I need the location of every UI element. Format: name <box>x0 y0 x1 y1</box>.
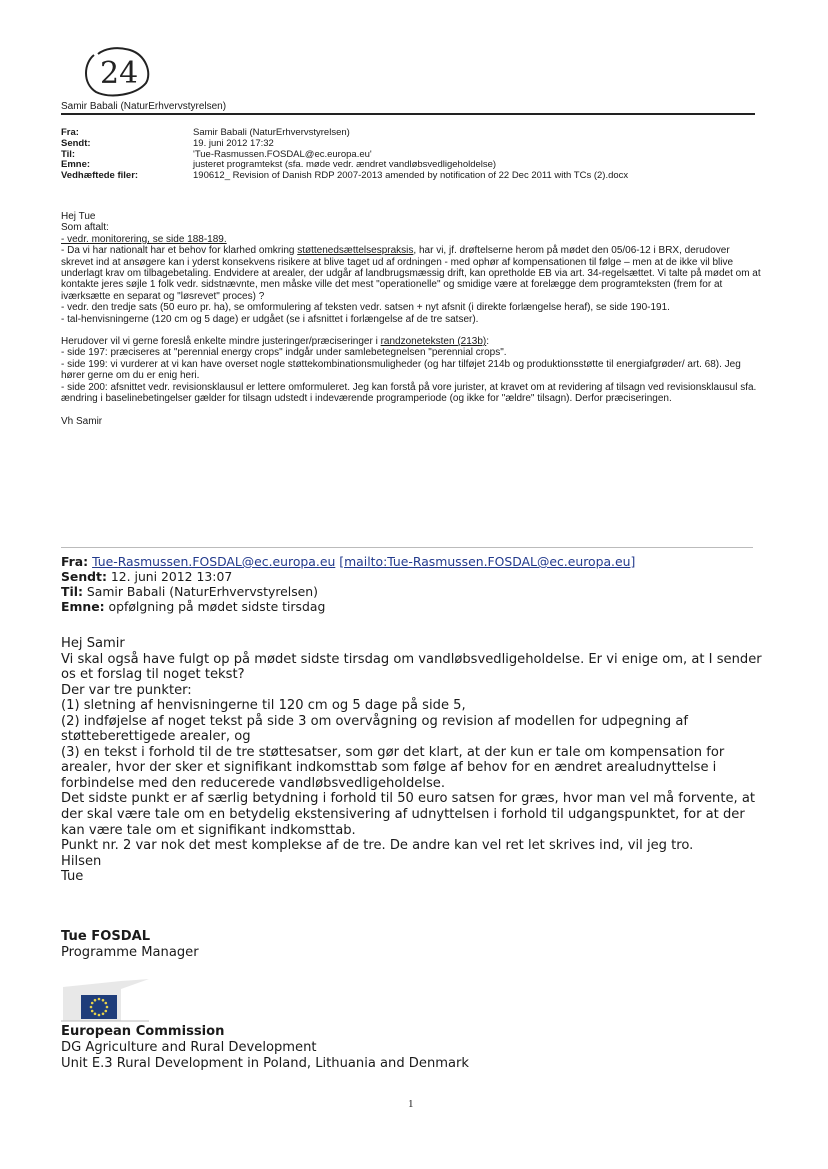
greeting: Hej Tue <box>61 211 96 222</box>
org-name: European Commission <box>61 1024 225 1039</box>
sender-header: Samir Babali (NaturErhvervstyrelsen) <box>61 101 227 112</box>
para-text: : <box>486 336 489 348</box>
underlined-term: støttenedsættelsespraksis <box>297 245 414 257</box>
org-dg: DG Agriculture and Rural Development <box>61 1040 317 1055</box>
header-label: Fra: <box>61 127 79 138</box>
item-text: , har vi, jf. drøftelserne herom på mødet den 05/06-12 i BRX, derudover skrevet ind at ansøgere kan i yderst konsekvens risikere at blive taget ud af ordningen - med ophør af kompensationen til følge – men at de ikke vil blive underlagt krav om tilbagebetaling. Endvidere at arealer, der udgår af landbrugsmæssig drift, kan opretholde EB via art. 34-regelsættet. Vi talte på mødet om at kontakte jeres søjle 1 folk vedr. sidstnævnte, men måske ville det mest "operationelle" og smidige være at forelægge dem programteksten (frem for at iværksætte en separat og "løsrevet" proces) ? <box>61 245 761 302</box>
fwd-label: Fra: <box>61 554 89 569</box>
fwd-line: Tue <box>61 869 84 885</box>
fwd-line: (3) en tekst i forhold til de tre støttesatser, som gør det klart, at der kun er tale om kompensation for arealer, hvor der sker et signifikant indkomsttab som følge af behov for en ændret arealudnyttelse i forbindelse med den reducerede vandløbsvedligeholdelse. <box>61 744 725 791</box>
fwd-line: Punkt nr. 2 var nok det mest komplekse af de tre. De andre kan vel ret let skrives ind, vil jeg tro. <box>61 838 694 854</box>
signature-block <box>61 929 199 961</box>
fwd-sent-row <box>61 569 635 584</box>
signature-title: Programme Manager <box>61 945 199 960</box>
underlined-term: randzoneteksten (213b) <box>380 336 487 348</box>
rate-item: - vedr. den tredje sats (50 euro pr. ha), se omformulering af teksten vedr. satsen + nyt afsnit (i direkte forlængelse heraf), se side 190-191. <box>61 302 670 314</box>
header-value: 'Tue-Rasmussen.FOSDAL@ec.europa.eu' <box>193 148 372 160</box>
fwd-line: (2) indføjelse af noget tekst på side 3 om overvågning og revision af modellen for udpegning af støtteberettigede arealer, og <box>61 713 688 745</box>
forwarded-body <box>61 636 771 885</box>
page-mark-text: 24 <box>100 56 139 91</box>
header-value: justeret programtekst (sfa. møde vedr. ændret vandløbsvedligeholdelse) <box>193 159 497 171</box>
fwd-line: Der var tre punkter: <box>61 682 192 698</box>
signature-name: Tue FOSDAL <box>61 929 151 944</box>
sanction-item <box>61 245 761 302</box>
monitoring-item: - vedr. monitorering, se side 188-189. <box>61 233 227 245</box>
header-label: Vedhæftede filer: <box>61 170 139 182</box>
fwd-label: Sendt: <box>61 569 107 584</box>
fwd-line: Hej Samir <box>61 636 125 651</box>
header-label: Emne: <box>61 159 91 171</box>
header-row-attachments <box>61 171 628 182</box>
page-number: 1 <box>408 1098 414 1110</box>
fwd-line: (1) sletning af henvisningerne til 120 cm og 5 dage på side 5, <box>61 698 466 714</box>
fwd-line: Det sidste punkt er af særlig betydning i forhold til 50 euro satsen for græs, hvor man vel må forvente, at der skal være tale om en betydelig ekstensivering af udnyttelsen i forhold til udgangspunktet, for at der kan være tale om et signifikant indkomsttab. <box>61 791 756 838</box>
fwd-value: 12. juni 2012 13:07 <box>110 569 233 584</box>
organization-block <box>61 1024 469 1072</box>
header-row-sent <box>61 139 628 150</box>
fwd-line: Hilsen <box>61 853 102 869</box>
fwd-subject-row <box>61 599 635 614</box>
header-value: Samir Babali (NaturErhvervstyrelsen) <box>193 127 350 138</box>
forward-divider <box>61 547 753 548</box>
header-value: 19. juni 2012 17:32 <box>193 137 274 149</box>
attachment-filename[interactable]: 190612_ Revision of Danish RDP 2007-2013 amended by notification of 22 Dec 2011 with TCs (2).docx <box>193 170 629 182</box>
adjustments-paragraph <box>61 336 761 347</box>
header-label: Til: <box>61 148 76 160</box>
header-row-from <box>61 128 628 139</box>
page-199-item: - side 199: vi vurderer at vi kan have overset nogle støttekombinationsmuligheder (og har tilføjet 214b og produktionsstøtte til energiafgrøder/ art. 68). Jeg hører gerne om du er enig heri. <box>61 358 741 382</box>
fwd-from-row <box>61 554 635 569</box>
mailto-link[interactable]: [mailto:Tue-Rasmussen.FOSDAL@ec.europa.eu] <box>339 554 636 569</box>
fwd-label: Til: <box>61 584 83 599</box>
references-item: - tal-henvisningerne (120 cm og 5 dage) er udgået (se i afsnittet i forlængelse af de tre satser). <box>61 313 479 325</box>
fwd-to-row <box>61 584 635 599</box>
fwd-value: opfølgning på mødet sidste tirsdag <box>108 599 326 614</box>
handwritten-page-mark <box>80 45 152 99</box>
fwd-line: Vi skal også have fulgt op på mødet sidste tirsdag om vandløbsvedligeholdelse. Er vi enige om, at I sender os et forslag til noget tekst? <box>61 651 762 683</box>
forwarded-headers <box>61 554 635 614</box>
intro-line: Som aftalt: <box>61 222 109 234</box>
org-unit: Unit E.3 Rural Development in Poland, Lithuania and Denmark <box>61 1056 469 1071</box>
fwd-label: Emne: <box>61 599 105 614</box>
fwd-value: Samir Babali (NaturErhvervstyrelsen) <box>86 584 318 599</box>
page-197-item: - side 197: præciseres at "perennial energy crops" indgår under samlebetegnelsen "perennial crops". <box>61 347 507 359</box>
item-text: - Da vi har nationalt har et behov for klarhed omkring <box>61 245 298 257</box>
email-headers <box>61 128 628 182</box>
para-text: Herudover vil vi gerne foreslå enkelte mindre justeringer/præciseringer i <box>61 336 381 348</box>
eu-flag-icon <box>61 977 151 1028</box>
closing: Vh Samir <box>61 415 103 427</box>
header-divider <box>61 113 755 115</box>
reply-body <box>61 211 761 427</box>
header-label: Sendt: <box>61 137 91 149</box>
page-200-item: - side 200: afsnittet vedr. revisionsklausul er lettere omformuleret. Jeg kan forstå på vore jurister, at kravet om at revidering af tilsagn ved revisionsklausul sfa. ændring i baselinebetingelser gælder for tilsagn udstedt i indeværende programperiode (og ikke for "ældre" tilsagn). Derfor præciseringen. <box>61 381 757 405</box>
from-email-link[interactable]: Tue-Rasmussen.FOSDAL@ec.europa.eu <box>92 554 336 569</box>
